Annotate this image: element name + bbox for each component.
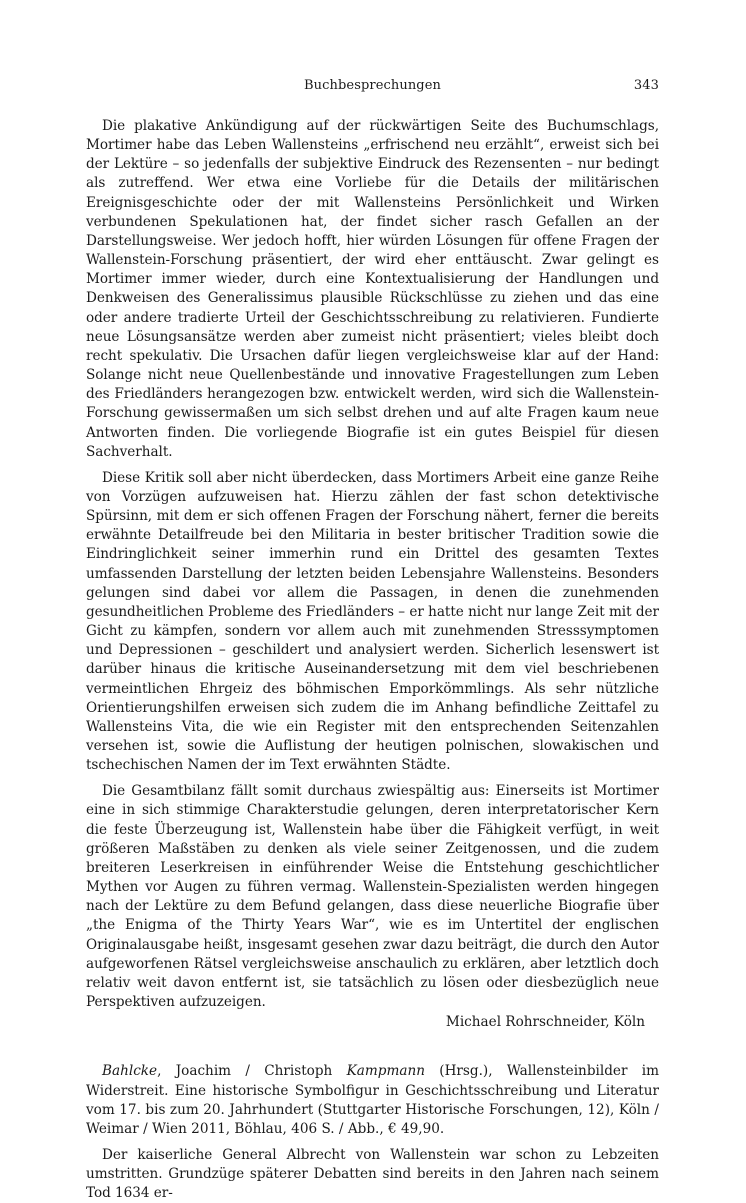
book-review-page	[86, 78, 659, 1203]
running-header	[86, 78, 659, 100]
review-paragraph: Die plakative Ankündigung auf der rückwärtigen Seite des Buchumschlags, Mortimer habe das Leben Wallensteins „erfrischend neu erzählt“, erweist sich bei der Lektüre – so jedenfalls der subjektive Eindruck des Rezensenten – nur bedingt als zutreffend. Wer etwa eine Vorliebe für die Details der militärischen Ereignisgeschichte oder der mit Wallensteins Persönlichkeit und Wirken verbundenen Spekulationen hat, der findet sicher rasch Gefallen an der Darstellungsweise. Wer jedoch hofft, hier würden Lösungen für offene Fragen der Wallenstein-Forschung präsentiert, der wird eher enttäuscht. Zwar gelingt es Mortimer immer wieder, durch eine Kontextualisierung der Handlungen und Denkweisen des Generalissimus plausible Rückschlüsse zu ziehen und das eine oder andere tradierte Urteil der Geschichtsschreibung zu relativieren. Fundierte neue Lösungsansätze werden aber zumeist nicht präsentiert; vieles bleibt doch recht spekulativ. Die Ursachen dafür liegen vergleichsweise klar auf der Hand: Solange nicht neue Quellenbestände und innovative Fragestellungen zum Leben des Friedländers herangezogen bzw. entwickelt werden, wird sich die Wallenstein-Forschung gewissermaßen um sich selbst drehen und auf alte Fragen kaum neue Antworten finden. Die vorliegende Biografie ist ein gutes Beispiel für diesen Sachverhalt.	[86, 118, 659, 460]
citation-author-1-rest: , Joachim / Christoph	[157, 1063, 347, 1080]
reviewer-signature: Michael Rohrschneider, Köln	[445, 1014, 645, 1031]
section-title: Buchbesprechungen	[304, 78, 441, 93]
review-separator	[86, 1032, 659, 1062]
review-paragraph: Der kaiserliche General Albrecht von Wallenstein war schon zu Lebzeiten umstritten. Grundzüge späterer Debatten sind bereits in den Jahren nach seinem Tod 1634 er-	[86, 1146, 659, 1202]
citation-author-1: Bahlcke	[102, 1063, 158, 1080]
review-paragraph: Die Gesamtbilanz fällt somit durchaus zwiespältig aus: Einerseits ist Mortimer eine in sich stimmige Charakterstudie gelungen, deren interpretatorischer Kern die feste Überzeugung ist, Wallenstein habe über die Fähigkeit verfügt, in weit größeren Maßstäben zu denken als viele seiner Zeitgenossen, und die zudem breiteren Leserkreisen in einführender Weise die Entstehung geschichtlicher Mythen vor Augen zu führen vermag. Wallenstein-Spezialisten werden hingegen nach der Lektüre zu dem Befund gelangen, dass diese neuerliche Biografie über „the Enigma of the Thirty Years War“, wie es im Untertitel der englischen Originalausgabe heißt, insgesamt gesehen zwar dazu beiträgt, die durch den Autor aufgeworfenen Rätsel vergleichsweise anschaulich zu erklären, aber letztlich doch relativ weit davon entfernt ist, sie tatsächlich zu lösen oder diesbezüglich neue Perspektiven aufzuzeigen.	[86, 783, 659, 1011]
review-mortimer	[86, 117, 659, 1032]
review-paragraph: Diese Kritik soll aber nicht überdecken, dass Mortimers Arbeit eine ganze Reihe von Vorzügen aufzuweisen hat. Hierzu zählen der fast schon detektivische Spürsinn, mit dem er sich offenen Fragen der Forschung nähert, ferner die bereits erwähnte Detailfreude bei den Militaria in bester britischer Tradition sowie die Eindringlichkeit seiner immerhin rund ein Drittel des gesamten Textes umfassenden Darstellung der letzten beiden Lebensjahre Wallensteins. Besonders gelungen sind dabei vor allem die Passagen, in denen die zunehmenden gesundheitlichen Probleme des Friedländers – er hatte nicht nur lange Zeit mit der Gicht zu kämpfen, sondern vor allem auch mit zunehmenden Stresssymptomen und Depressionen – geschildert und analysiert werden. Sicherlich lesenswert ist darüber hinaus die kritische Auseinandersetzung mit dem viel beschriebenen vermeintlichen Ehrgeiz des böhmischen Emporkömmlings. Als sehr nützliche Orientierungshilfen erweisen sich zudem die im Anhang befindliche Zeittafel zu Wallensteins Vita, die wie ein Register mit den entsprechenden Seitenzahlen versehen ist, sowie die Auflistung der heutigen polnischen, slowakischen und tschechischen Namen der im Text erwähnten Städte.	[86, 469, 659, 774]
page-number: 343	[633, 78, 659, 93]
bibliographic-citation	[86, 1062, 659, 1139]
citation-details: (Hrsg.), Wallensteinbilder im Widerstreit. Eine historische Symbolfigur in Geschichtsschreibung und Literatur vom 17. bis zum 20. Jahrhundert (Stuttgarter Historische Forschungen, 12), Köln / Weimar / Wien 2011, Böhlau, 406 S. / Abb., € 49,90.	[86, 1063, 659, 1137]
review-bahlcke-kampmann	[86, 1062, 659, 1203]
citation-author-2: Kampmann	[346, 1063, 425, 1080]
